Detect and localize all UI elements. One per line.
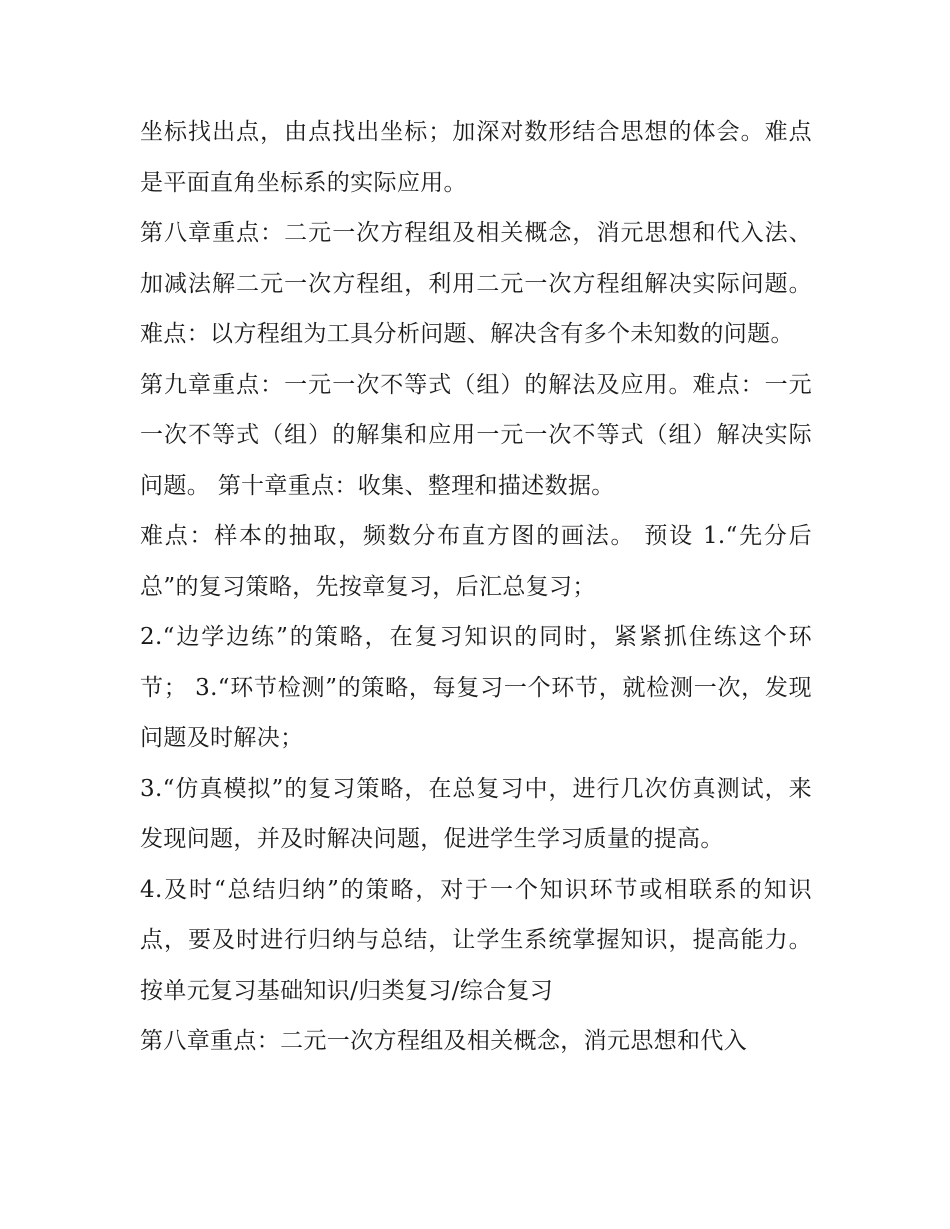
paragraph-chapter-8: 第八章重点：二元一次方程组及相关概念，消元思想和代入法、加减法解二元一次方程组，利用二元一次方程组解决实际问题。难点：以方程组为工具分析问题、解决含有多个未知数的问题。 (140, 220, 812, 347)
paragraph-strategy-4: 4.及时“总结归纳”的策略，对于一个知识环节或相联系的知识点，要及时进行归纳与总结，让学生系统掌握知识，提高能力。 按单元复习基础知识/归类复习/综合复习 (140, 876, 812, 1004)
paragraph-coordinate-summary: 坐标找出点，由点找出坐标；加深对数形结合思想的体会。难点是平面直角坐标系的实际应用。 (140, 119, 812, 196)
paragraph-strategy-2-3: 2.“边学边练”的策略，在复习知识的同时，紧紧抓住练这个环节； 3.“环节检测”的策略，每复习一个环节，就检测一次，发现问题及时解决； (140, 624, 812, 751)
paragraph-strategy-1: 难点：样本的抽取，频数分布直方图的画法。 预设 1.“先分后总”的复习策略，先按章复习，后汇总复习； (140, 523, 812, 600)
paragraph-strategy-simulation: 3.“仿真模拟”的复习策略，在总复习中，进行几次仿真测试，来发现问题，并及时解决问题，促进学生学习质量的提高。 (140, 775, 812, 852)
document-body (140, 107, 812, 1067)
paragraph-chapter-9-10: 第九章重点：一元一次不等式（组）的解法及应用。难点：一元一次不等式（组）的解集和应用一元一次不等式（组）解决实际问题。 第十章重点：收集、整理和描述数据。 (140, 371, 812, 499)
paragraph-chapter-8-repeat: 第八章重点：二元一次方程组及相关概念，消元思想和代入 (140, 1028, 748, 1054)
